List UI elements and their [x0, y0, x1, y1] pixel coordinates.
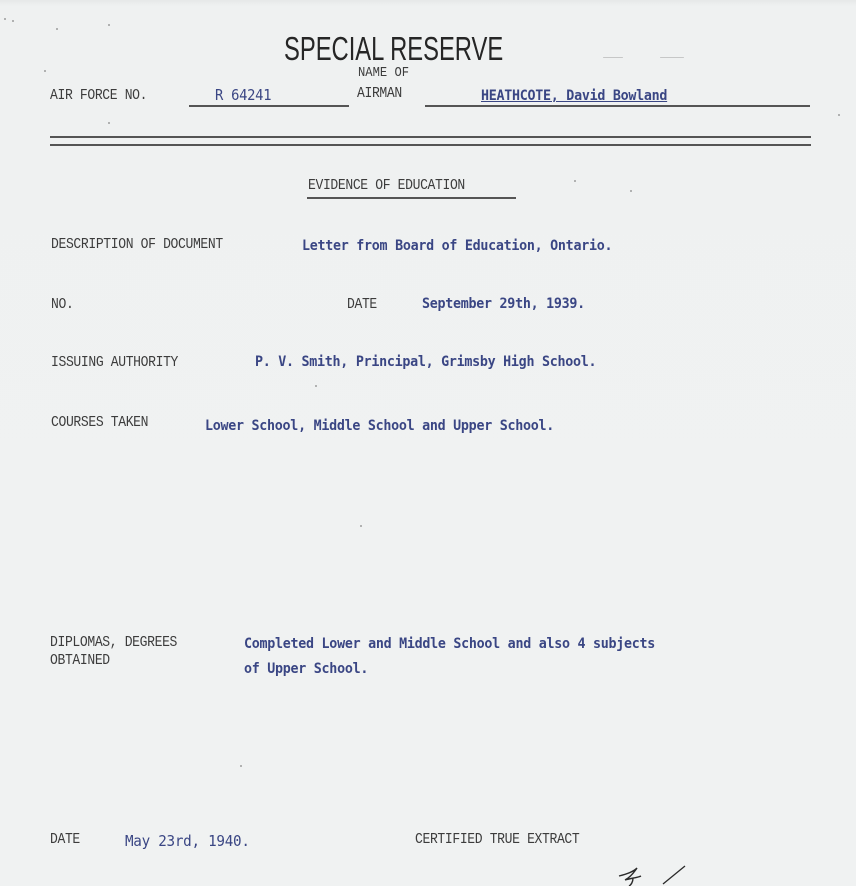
double-rule-top — [50, 136, 811, 138]
section-title-underline — [307, 197, 516, 199]
air-force-no-underline — [189, 105, 349, 107]
airman-name-value: HEATHCOTE, David Bowland — [481, 88, 668, 104]
doc-date-value: September 29th, 1939. — [422, 296, 585, 312]
issuing-authority-label: ISSUING AUTHORITY — [51, 355, 179, 371]
paper-speck — [12, 20, 14, 22]
airman-label: AIRMAN — [357, 86, 402, 102]
air-force-no-value: R 64241 — [215, 86, 272, 104]
paper-speck — [838, 114, 840, 116]
special-reserve-stamp: SPECIAL RESERVE — [284, 30, 504, 67]
paper-speck — [240, 765, 242, 767]
doc-date-label: DATE — [347, 297, 377, 313]
paper-speck — [360, 525, 362, 527]
paper-speck — [603, 57, 623, 58]
footer-date-value: May 23rd, 1940. — [125, 832, 250, 850]
paper-speck — [630, 190, 632, 192]
paper-speck — [574, 180, 576, 182]
diplomas-label-line2: OBTAINED — [50, 653, 110, 669]
certified-true-extract-label: CERTIFIED TRUE EXTRACT — [415, 832, 580, 848]
airman-name-underline — [425, 105, 810, 107]
diplomas-label-line1: DIPLOMAS, DEGREES — [50, 635, 178, 651]
number-label: NO. — [51, 297, 74, 313]
courses-taken-label: COURSES TAKEN — [51, 415, 149, 431]
paper-speck — [315, 385, 317, 387]
paper-speck — [660, 57, 684, 58]
footer-date-label: DATE — [50, 832, 80, 848]
diplomas-value-line2: of Upper School. — [244, 661, 369, 677]
name-of-label: NAME OF — [358, 66, 410, 81]
paper-speck — [56, 28, 58, 30]
description-value: Letter from Board of Education, Ontario. — [302, 238, 613, 254]
signature-icon — [615, 862, 695, 886]
paper-speck — [108, 24, 110, 26]
paper-speck — [108, 122, 110, 124]
section-title: EVIDENCE OF EDUCATION — [308, 178, 465, 194]
paper-speck — [44, 70, 46, 72]
double-rule-bottom — [50, 144, 811, 146]
courses-taken-value: Lower School, Middle School and Upper School. — [205, 418, 554, 434]
air-force-no-label: AIR FORCE NO. — [50, 88, 148, 104]
diplomas-value-line1: Completed Lower and Middle School and also 4 subjects — [244, 636, 656, 652]
issuing-authority-value: P. V. Smith, Principal, Grimsby High School. — [255, 354, 597, 370]
paper-speck — [4, 18, 6, 20]
description-label: DESCRIPTION OF DOCUMENT — [51, 237, 223, 253]
